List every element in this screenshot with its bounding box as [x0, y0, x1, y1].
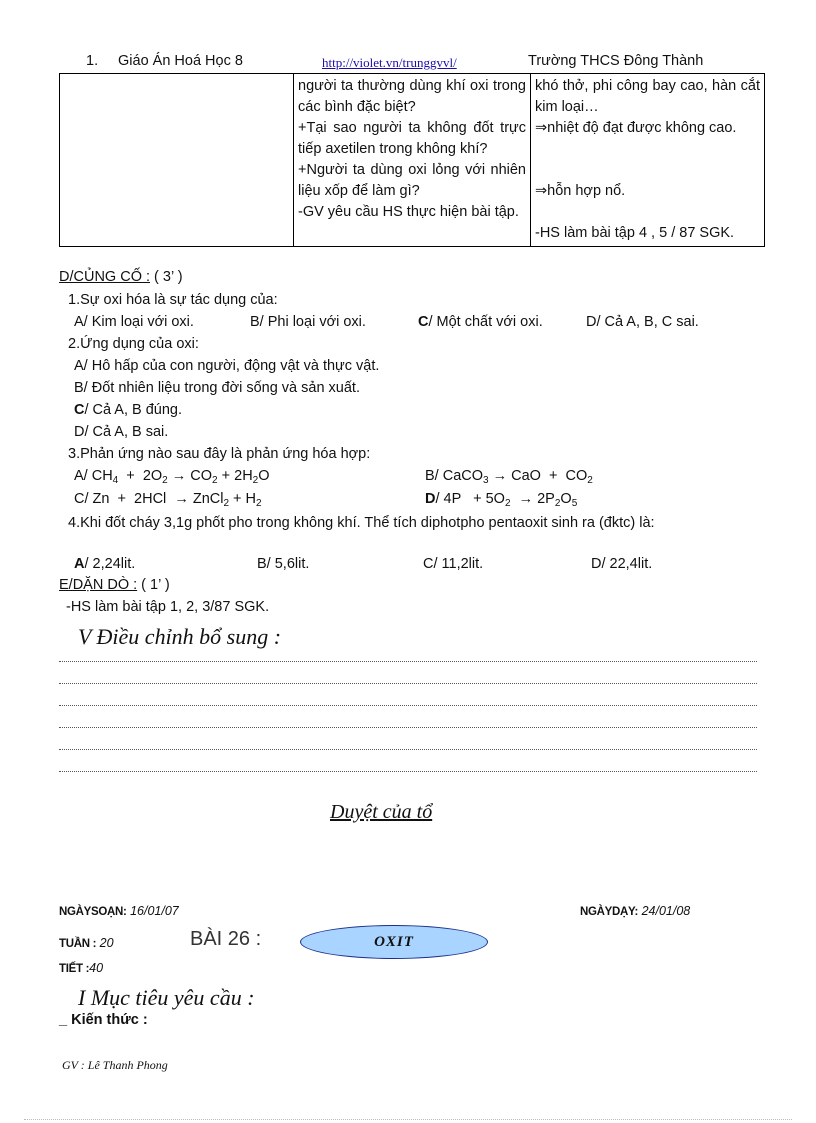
question-4: 4.Khi đốt cháy 3,1g phốt pho trong không khí. Thể tích diphotpho pentaoxit sinh ra (đktc) là:: [68, 515, 655, 531]
q3-option-c: C/ Zn + 2HCl → ZnCl$_2$ + $H_2$: [74, 491, 262, 509]
dando-time: ( 1’ ): [137, 577, 170, 593]
q2-option-d: D/ Cả A, B sai.: [74, 424, 169, 440]
cungco-heading: D/CỦNG CỐ :: [59, 269, 151, 285]
approval-heading: Duyệt của tổ: [330, 801, 433, 823]
q1-option-b: B/ Phi loại với oxi.: [250, 314, 366, 330]
question-item: +Người ta dùng oxi lỏng với nhiên liệu xốp để làm gì?: [298, 162, 526, 199]
q1-option-a: A/ Kim loại với oxi.: [74, 314, 194, 330]
footer-divider: [24, 1119, 792, 1120]
q3-option-b: B/ CaCO$_3$ → CaO + $CO_2$: [425, 468, 593, 486]
note-line: [59, 683, 757, 684]
note-line: [59, 749, 757, 750]
note-line: [59, 727, 757, 728]
table-cell-questions: [294, 74, 531, 247]
cungco-heading-line: [59, 269, 183, 285]
q2-option-c: C/ Cả A, B đúng.: [74, 402, 183, 418]
question-item: người ta thường dùng khí oxi trong các bình đặc biệt?: [298, 78, 526, 115]
header-school: Trường THCS Đông Thành: [528, 53, 704, 69]
teacher-name: GV : Lê Thanh Phong: [62, 1058, 168, 1072]
dando-heading: E/DẶN DÒ :: [59, 577, 138, 593]
period-number: TIẾT :40: [59, 961, 104, 975]
cungco-time: ( 3’ ): [150, 269, 183, 285]
header-title: Giáo Án Hoá Học 8: [118, 53, 243, 69]
prep-date: NGÀYSOẠN: 16/01/07: [59, 904, 179, 918]
answer-item: ⇒hỗn hợp nổ.: [535, 183, 626, 199]
question-2: 2.Ứng dụng của oxi:: [68, 336, 199, 352]
note-line: [59, 771, 757, 772]
teach-date: NGÀYDẠY: 24/01/08: [580, 904, 691, 918]
q2-option-a: A/ Hô hấp của con người, động vật và thực vật.: [74, 358, 380, 374]
q4-option-c: C/ 11,2lit.: [423, 556, 484, 572]
dando-heading-line: [59, 577, 170, 593]
note-line: [59, 705, 757, 706]
question-3: 3.Phản ứng nào sau đây là phản ứng hóa hợp:: [68, 446, 371, 462]
table-cell-answers: [531, 74, 765, 247]
question-item: +Tại sao người ta không đốt trực tiếp axetilen trong không khí?: [298, 120, 526, 157]
answer-item: khó thở, phi công bay cao, hàn cắt kim loại…: [535, 78, 760, 115]
header-link[interactable]: http://violet.vn/trunggvvl/: [322, 55, 457, 70]
q4-option-b: B/ 5,6lit.: [257, 556, 310, 572]
dando-text: -HS làm bài tập 1, 2, 3/87 SGK.: [66, 599, 270, 615]
knowledge-heading: _ Kiến thức :: [59, 1012, 148, 1028]
lesson-title-badge: OXIT: [300, 925, 488, 959]
lesson-number-label: BÀI 26 :: [190, 928, 262, 950]
q1-option-c: C/ Một chất với oxi.: [418, 314, 543, 330]
table-cell-empty: [60, 74, 294, 247]
header-number: 1.: [86, 53, 99, 69]
question-1: 1.Sự oxi hóa là sự tác dụng của:: [68, 292, 278, 308]
adjustment-heading: V Điều chỉnh bổ sung :: [78, 624, 282, 649]
table-row: [60, 74, 765, 247]
objectives-heading: I Mục tiêu yêu cầu :: [78, 985, 255, 1010]
q4-option-a: A/ 2,24lit.: [74, 556, 136, 572]
answer-item: ⇒nhiệt độ đạt được không cao.: [535, 120, 737, 136]
q4-option-d: D/ 22,4lit.: [591, 556, 653, 572]
week-number: TUẦN : 20: [59, 936, 114, 950]
q2-option-b: B/ Đốt nhiên liệu trong đời sống và sản xuất.: [74, 380, 360, 396]
question-item: -GV yêu cầu HS thực hiện bài tập.: [298, 204, 519, 220]
q1-option-d: D/ Cả A, B, C sai.: [586, 314, 699, 330]
note-line: [59, 661, 757, 662]
answer-item: -HS làm bài tập 4 , 5 / 87 SGK.: [535, 225, 735, 241]
q3-option-d: D/ $4P + 5O_2 \to 2P_2O_5$: [425, 491, 578, 509]
lesson-table: [59, 73, 765, 247]
q3-option-a: A/ $CH_4 + 2O_2 \to CO_2 + 2H_2O$: [74, 468, 270, 486]
